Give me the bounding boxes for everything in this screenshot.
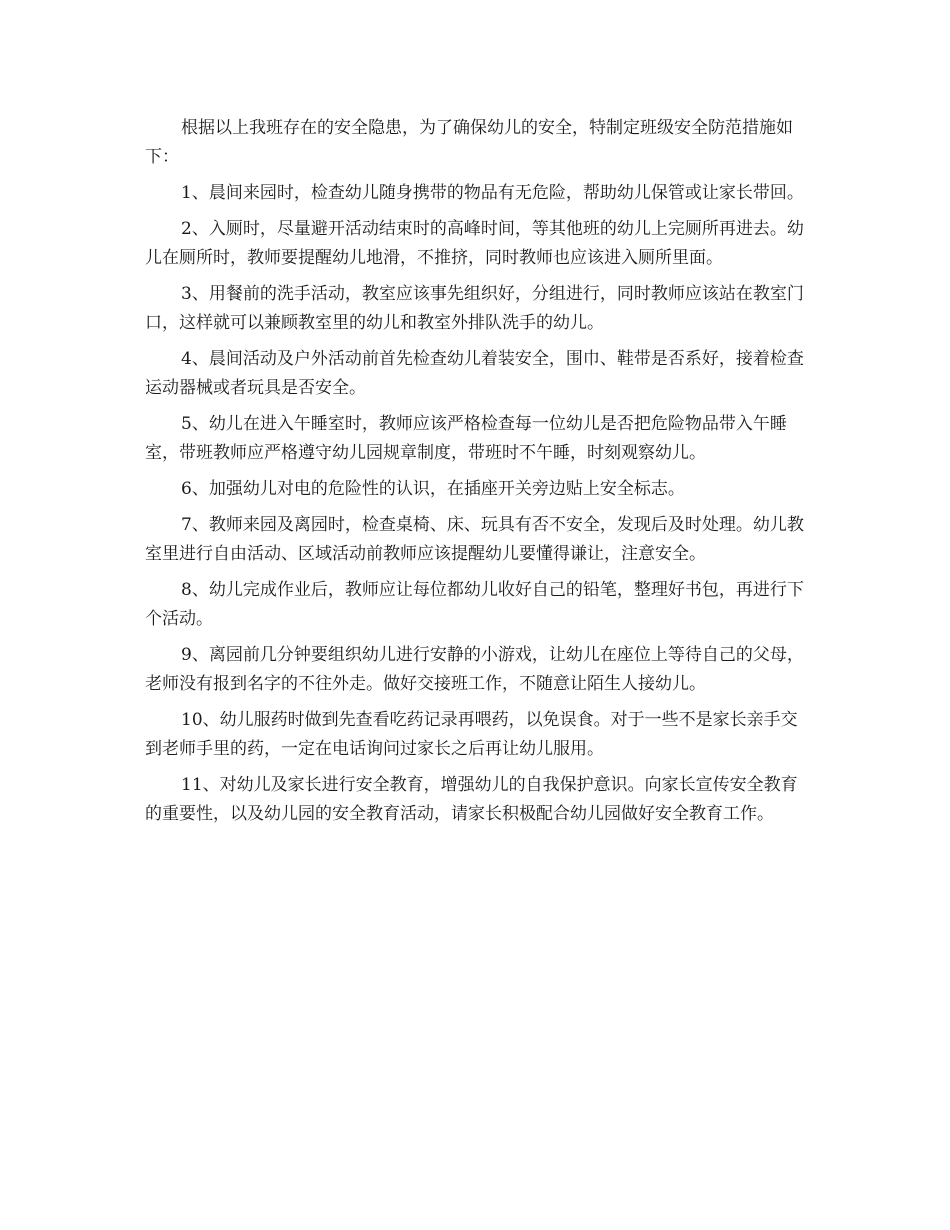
paragraph-item-7: 7、教师来园及离园时，检查桌椅、床、玩具有否不安全，发现后及时处理。幼儿教室里进行自由活动、区域活动前教师应该提醒幼儿要懂得谦让，注意安全。 xyxy=(145,515,804,564)
paragraph-intro: 根据以上我班存在的安全隐患，为了确保幼儿的安全，特制定班级安全防范措施如下： xyxy=(145,118,793,167)
paragraph-item-10: 10、幼儿服药时做到先查看吃药记录再喂药，以免误食。对于一些不是家长亲手交到老师手里的药，一定在电话询问过家长之后再让幼儿服用。 xyxy=(145,710,798,759)
paragraph-item-6: 6、加强幼儿对电的危险性的认识，在插座开关旁边贴上安全标志。 xyxy=(181,479,685,499)
paragraph-item-11: 11、对幼儿及家长进行安全教育，增强幼儿的自我保护意识。向家长宣传安全教育的重要性，以及幼儿园的安全教育活动，请家长积极配合幼儿园做好安全教育工作。 xyxy=(145,775,798,824)
paragraph-item-9: 9、离园前几分钟要组织幼儿进行安静的小游戏，让幼儿在座位上等待自己的父母，老师没有报到名字的不往外走。做好交接班工作，不随意让陌生人接幼儿。 xyxy=(145,645,804,694)
paragraph-item-8: 8、幼儿完成作业后，教师应让每位都幼儿收好自己的铅笔，整理好书包，再进行下个活动。 xyxy=(145,580,804,629)
document-body xyxy=(145,114,810,836)
paragraph-item-3: 3、用餐前的洗手活动，教室应该事先组织好，分组进行，同时教师应该站在教室门口，这样就可以兼顾教室里的幼儿和教室外排队洗手的幼儿。 xyxy=(145,284,804,333)
paragraph-item-2: 2、入厕时，尽量避开活动结束时的高峰时间，等其他班的幼儿上完厕所再进去。幼儿在厕所时，教师要提醒幼儿地滑，不推挤，同时教师也应该进入厕所里面。 xyxy=(145,219,804,268)
paragraph-item-1: 1、晨间来园时，检查幼儿随身携带的物品有无危险，帮助幼儿保管或让家长带回。 xyxy=(181,183,804,203)
paragraph-item-5: 5、幼儿在进入午睡室时，教师应该严格检查每一位幼儿是否把危险物品带入午睡室，带班教师应严格遵守幼儿园规章制度，带班时不午睡，时刻观察幼儿。 xyxy=(145,414,787,463)
paragraph-item-4: 4、晨间活动及户外活动前首先检查幼儿着装安全，围巾、鞋带是否系好，接着检查运动器械或者玩具是否安全。 xyxy=(145,349,804,398)
